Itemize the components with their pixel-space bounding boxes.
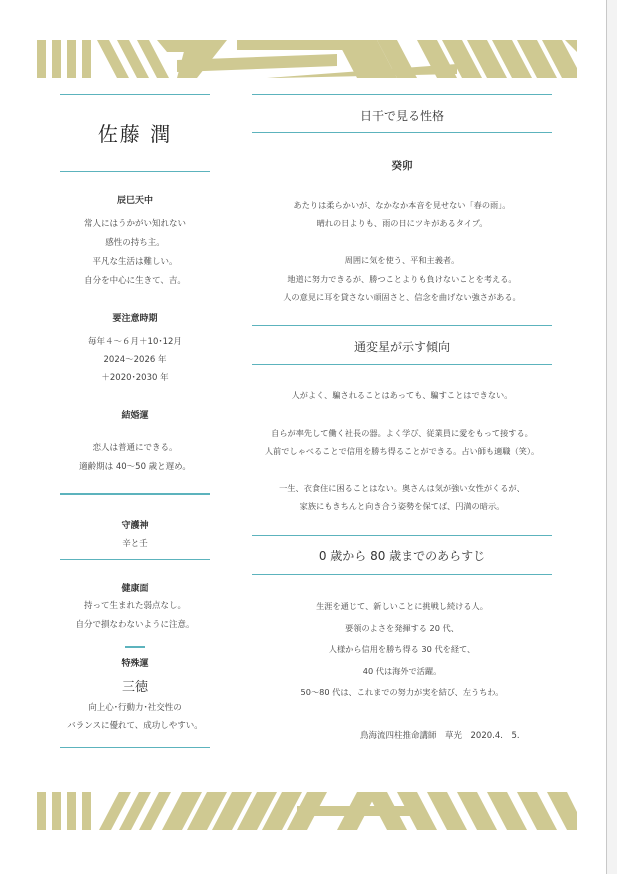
page-edge <box>607 0 617 874</box>
decorative-band-bottom <box>37 792 577 830</box>
tenchu-line: 平凡な生活は難しい。 <box>92 257 178 267</box>
personality-line: 人の意見に耳を貸さない頑固さと、信念を曲げない強さがある。 <box>283 292 521 302</box>
tsuhensei-line: 人前でしゃべることで信用を勝ち得ることができる。占い師も適職（笑）。 <box>264 446 540 456</box>
section-heading-personality: 日干で見る性格 <box>359 109 444 123</box>
section-label-special-luck: 特殊運 <box>121 659 149 669</box>
personality-line: あたりは柔らかいが、なかなか本音を見せない「春の雨」。 <box>293 200 511 210</box>
signature: 鳥海流四柱推命講師 草光 2020.4. 5. <box>360 731 520 741</box>
section-heading-life-story: 0 歳から 80 歳までのあらすじ <box>318 549 486 563</box>
life-story-line: 要領のよさを発揮する 20 代、 <box>345 623 459 633</box>
right-divider-2 <box>252 132 552 133</box>
right-divider-1 <box>252 94 552 95</box>
section-label-caution-period: 要注意時期 <box>112 314 158 324</box>
life-story-line: 人様から信用を勝ち得る 30 代を経て、 <box>328 644 476 654</box>
special-luck-line: バランスに優れて、成功しやすい。 <box>67 721 203 731</box>
left-divider-1 <box>60 94 210 95</box>
tenchu-line: 感性の持ち主。 <box>105 238 165 248</box>
personality-line: 地道に努力できるが、勝つことよりも負けないことを考える。 <box>287 274 517 284</box>
personality-line: 晴れの日よりも、雨の日にツキがあるタイプ。 <box>316 218 488 228</box>
tsuhensei-line: 家族にもきちんと向き合う姿勢を保てば、円満の暗示。 <box>299 501 505 511</box>
health-line: 自分で損なわないように注意。 <box>75 620 195 630</box>
special-luck-line: 向上心･行動力･社交性の <box>88 703 182 713</box>
person-name: 佐藤 潤 <box>97 122 173 146</box>
health-line: 持って生まれた弱点なし。 <box>83 601 186 611</box>
caution-line: ＋2020･2030 年 <box>101 373 169 383</box>
life-story-line: 50～80 代は、これまでの努力が実を結び、左うちわ。 <box>300 687 504 697</box>
marriage-line: 適齢期は 40～50 歳と遅め。 <box>79 462 191 472</box>
left-divider-4 <box>60 559 210 560</box>
right-divider-6 <box>252 574 552 575</box>
section-label-tenchu: 辰巳天中 <box>116 196 153 206</box>
guardian-value: 辛と壬 <box>122 539 148 549</box>
tsuhensei-line: 自らが率先して働く社長の器。よく学び、従業員に愛をもって接する。 <box>271 428 533 438</box>
right-divider-4 <box>252 364 552 365</box>
personality-line: 周囲に気を使う、平和主義者。 <box>344 255 460 265</box>
left-divider-3 <box>60 493 210 495</box>
marriage-line: 恋人は普通にできる。 <box>92 443 178 453</box>
section-label-guardian: 守護神 <box>121 521 149 531</box>
section-label-marriage: 結婚運 <box>121 411 149 421</box>
tsuhensei-line: 人がよく、騙されることはあっても、騙すことはできない。 <box>291 390 513 400</box>
tenchu-line: 自分を中心に生きて、吉。 <box>84 276 186 286</box>
caution-line: 毎年４～６月＋10･12月 <box>88 337 182 347</box>
life-story-line: 40 代は海外で活躍。 <box>362 666 442 676</box>
caution-line: 2024～2026 年 <box>103 355 167 365</box>
left-divider-5 <box>60 747 210 748</box>
life-story-line: 生涯を通じて、新しいことに挑戦し続ける人。 <box>316 601 488 611</box>
right-divider-5 <box>252 535 552 536</box>
tenchu-line: 常人にはうかがい知れない <box>83 219 186 229</box>
personality-subheading: 癸卯 <box>391 160 413 172</box>
right-divider-3 <box>252 325 552 326</box>
mini-divider <box>125 646 145 648</box>
special-luck-value: 三徳 <box>121 680 148 695</box>
section-label-health: 健康面 <box>121 584 149 594</box>
tsuhensei-line: 一生、衣食住に困ることはない。奥さんは気が強い女性がくるが、 <box>279 483 525 493</box>
section-heading-tsuhensei: 通変星が示す傾向 <box>353 340 450 354</box>
decorative-band-top <box>37 40 577 78</box>
left-divider-2 <box>60 171 210 172</box>
